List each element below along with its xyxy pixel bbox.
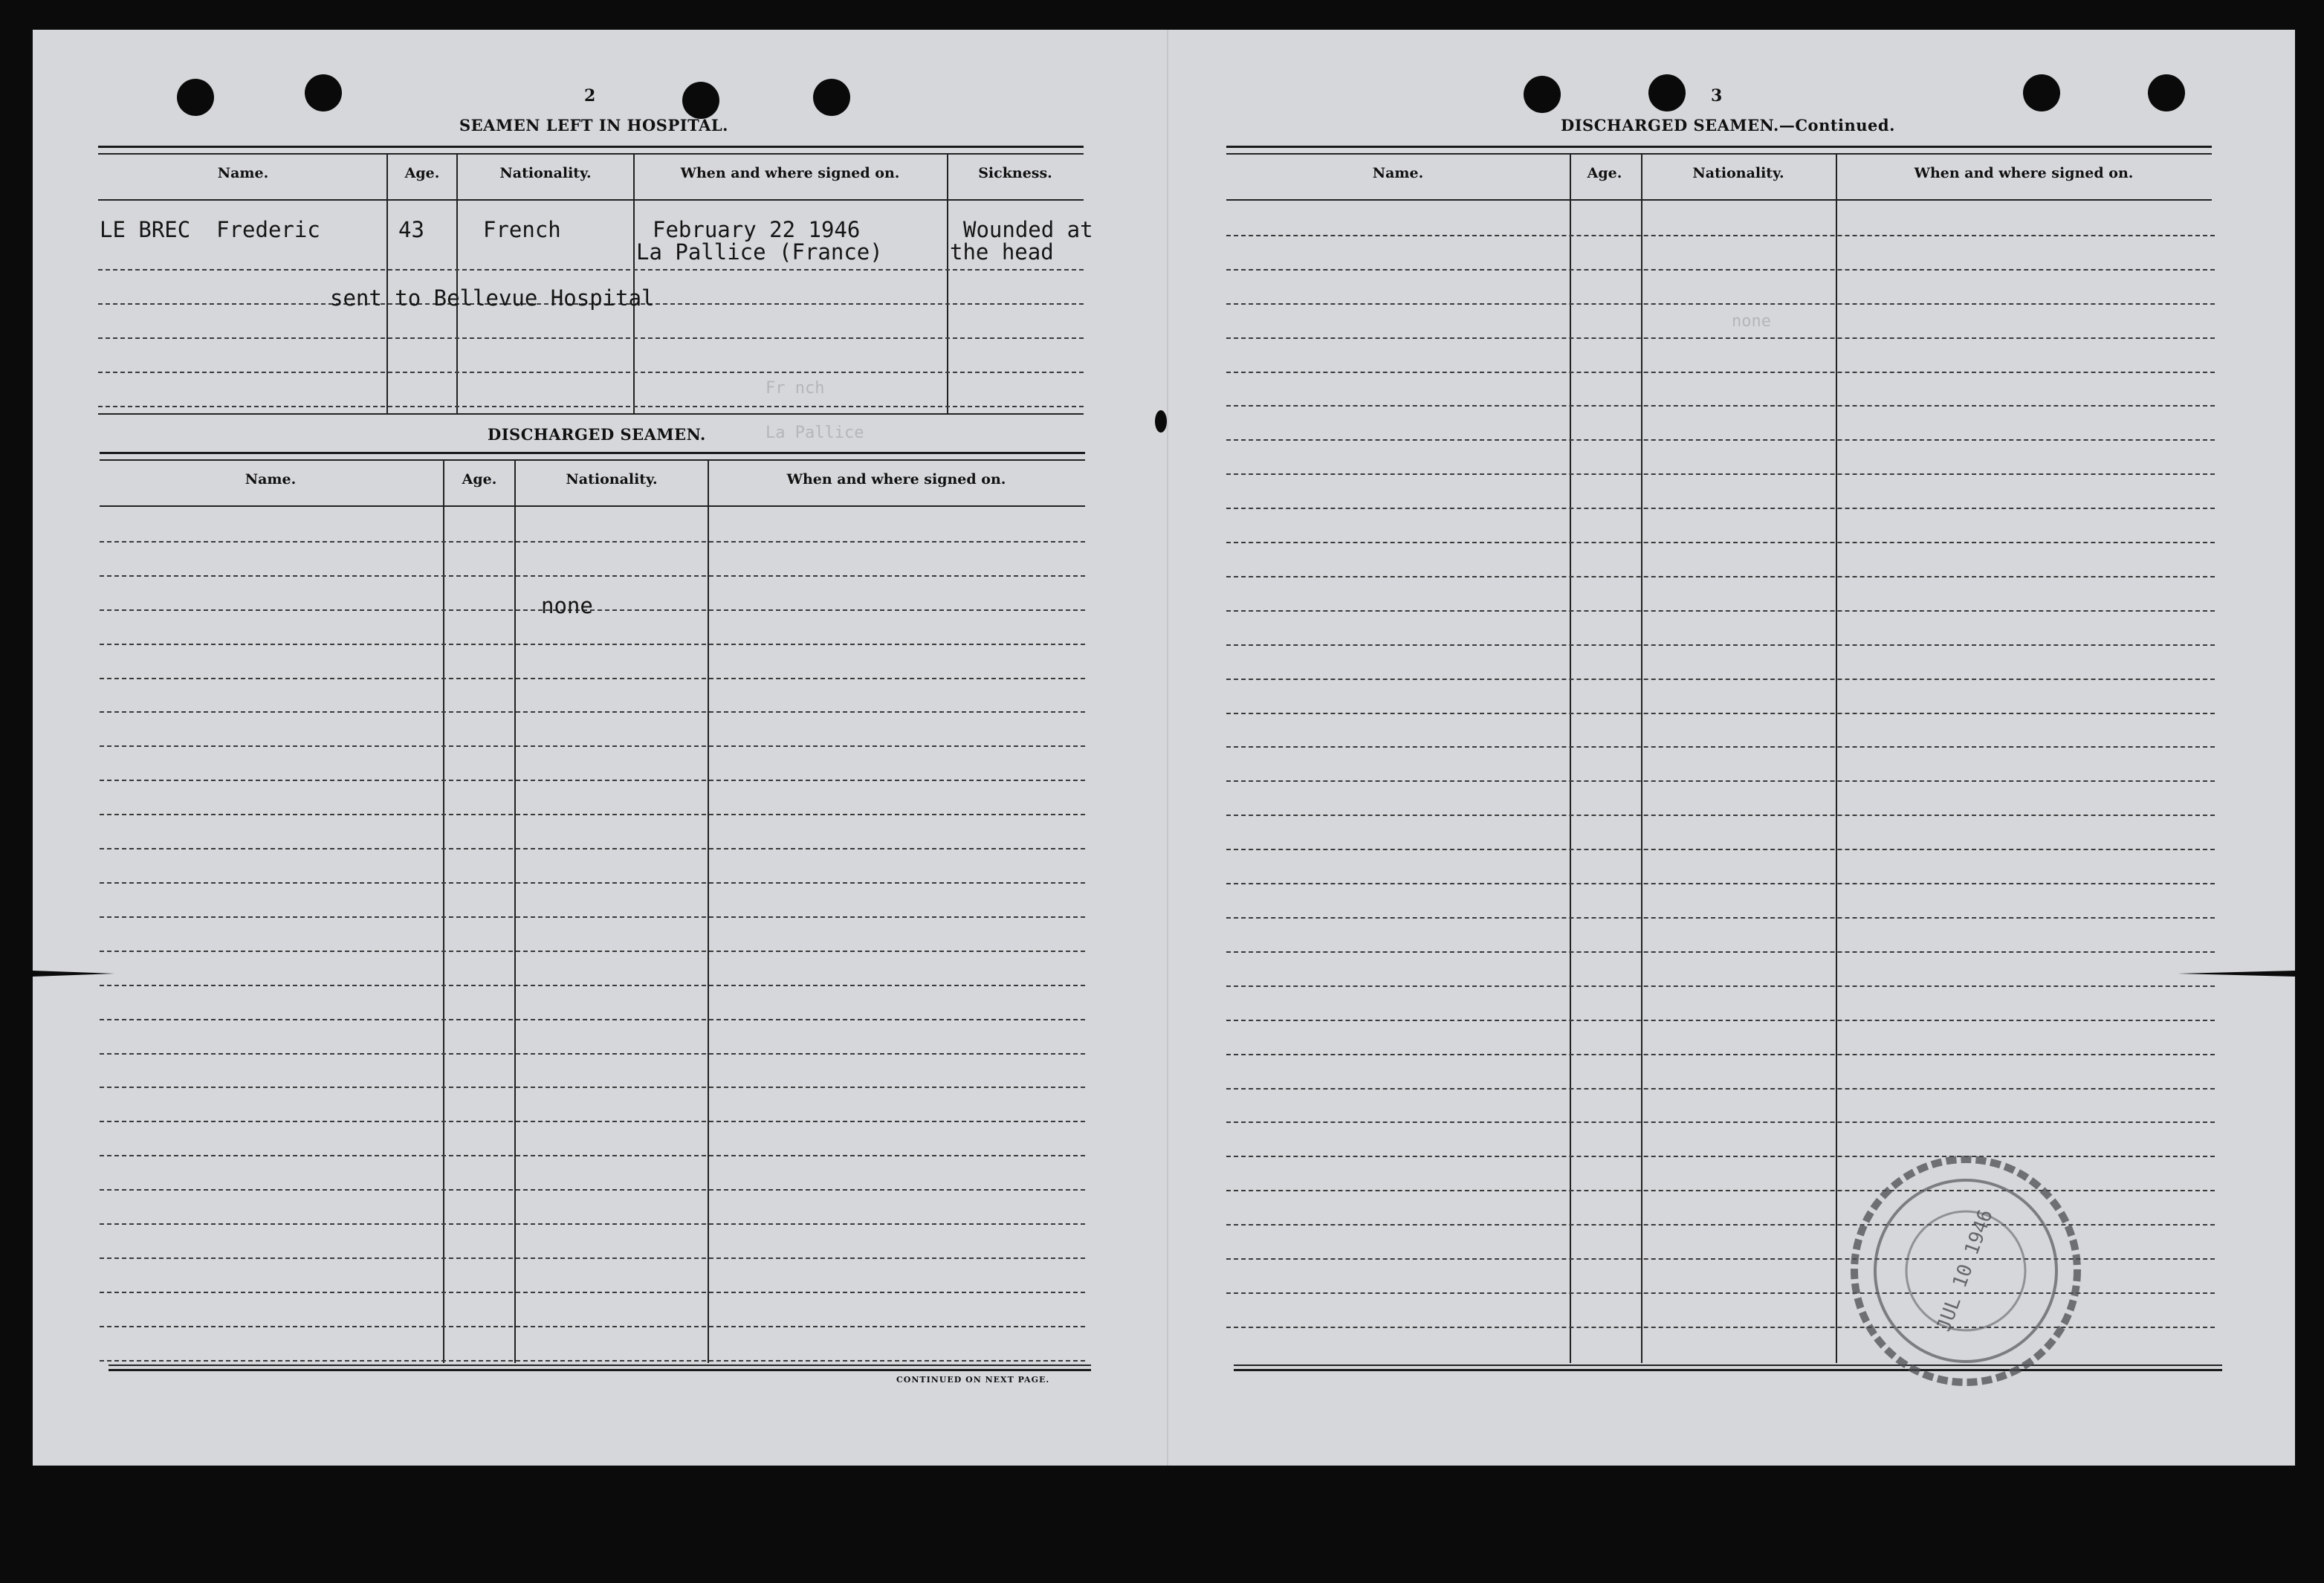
hospital-entry-signed-on-place: La Pallice (France)	[636, 239, 883, 265]
column-divider	[386, 153, 388, 413]
row-line	[1226, 235, 2215, 236]
hospital-entry-age: 43	[398, 217, 424, 242]
hospital-entry-sickness: Wounded at	[963, 217, 1093, 242]
hospital-section-title: SEAMEN LEFT IN HOSPITAL.	[459, 116, 728, 135]
row-line	[100, 711, 1085, 713]
rule	[98, 153, 1084, 155]
punch-hole	[2023, 74, 2060, 111]
col-header-nationality: Nationality.	[1692, 165, 1784, 181]
row-line	[100, 814, 1085, 815]
row-line	[1226, 473, 2215, 475]
row-line	[100, 1292, 1085, 1293]
punch-hole	[2148, 74, 2185, 111]
rule	[100, 459, 1085, 461]
col-header-age: Age.	[404, 165, 440, 181]
row-line	[100, 882, 1085, 884]
page-fold	[1167, 30, 1168, 1466]
row-line	[1226, 372, 2215, 373]
hospital-note: sent to Bellevue Hospital	[330, 285, 655, 311]
col-header-name: Name.	[217, 165, 269, 181]
row-line	[1226, 713, 2215, 714]
row-line	[1226, 508, 2215, 509]
row-line	[1226, 849, 2215, 850]
row-line	[100, 1087, 1085, 1088]
rule	[98, 413, 1084, 415]
column-divider	[1836, 153, 1837, 1363]
row-line	[1226, 883, 2215, 884]
show-through-text: La Pallice	[766, 424, 864, 442]
hospital-entry-signed-on-date: February 22 1946	[653, 217, 861, 242]
row-line	[100, 644, 1085, 645]
row-line	[98, 372, 1084, 373]
rule	[1226, 153, 2212, 155]
row-line	[100, 1053, 1085, 1055]
show-through-text: Fr nch	[766, 379, 825, 398]
column-divider	[514, 459, 516, 1363]
row-line	[100, 916, 1085, 918]
punch-hole	[1155, 410, 1167, 433]
discharged-none: none	[541, 593, 593, 618]
punch-hole	[682, 82, 719, 119]
column-divider	[633, 153, 635, 413]
hospital-entry-nationality: French	[483, 217, 561, 242]
col-header-signed-on: When and where signed on.	[786, 471, 1006, 488]
punch-hole	[177, 79, 214, 116]
row-line	[100, 1155, 1085, 1156]
column-divider	[1570, 153, 1571, 1363]
row-line	[1226, 1054, 2215, 1055]
rule	[100, 505, 1085, 507]
column-divider	[443, 459, 444, 1363]
row-line	[100, 1326, 1085, 1327]
row-line	[98, 337, 1084, 339]
rule	[109, 1369, 1091, 1371]
row-line	[1226, 815, 2215, 816]
rule	[1226, 146, 2212, 148]
col-header-nationality: Nationality.	[566, 471, 658, 488]
row-line	[1226, 1088, 2215, 1090]
row-line	[100, 1121, 1085, 1122]
rule	[98, 146, 1084, 148]
rule	[1226, 199, 2212, 201]
row-line	[100, 1223, 1085, 1225]
row-line	[1226, 337, 2215, 339]
row-line	[1226, 303, 2215, 305]
column-divider	[1641, 153, 1642, 1363]
row-line	[100, 678, 1085, 679]
col-header-sickness: Sickness.	[978, 165, 1052, 181]
page-number-left: 2	[584, 86, 596, 106]
row-line	[100, 985, 1085, 986]
rule	[98, 199, 1084, 201]
row-line	[100, 541, 1085, 543]
punch-hole	[1524, 76, 1561, 113]
row-line	[1226, 269, 2215, 271]
hospital-entry-name: LE BREC Frederic	[100, 217, 320, 242]
punch-hole	[1648, 74, 1686, 111]
column-divider	[456, 153, 458, 413]
punch-hole	[305, 74, 342, 111]
row-line	[100, 848, 1085, 849]
show-through-text: none	[1732, 312, 1771, 331]
discharged-section-title: DISCHARGED SEAMEN.	[488, 425, 706, 444]
hospital-entry-sickness-cont: the head	[950, 239, 1054, 265]
col-header-signed-on: When and where signed on.	[680, 165, 900, 181]
column-divider	[708, 459, 709, 1363]
row-line	[98, 269, 1084, 271]
page-number-right: 3	[1711, 86, 1723, 106]
row-line	[1226, 917, 2215, 919]
col-header-signed-on: When and where signed on.	[1914, 165, 2134, 181]
row-line	[1226, 405, 2215, 407]
row-line	[1226, 576, 2215, 577]
date-stamp	[1843, 1148, 2088, 1393]
column-divider	[947, 153, 948, 413]
row-line	[100, 1019, 1085, 1020]
col-header-age: Age.	[1587, 165, 1622, 181]
col-header-age: Age.	[462, 471, 497, 488]
row-line	[100, 951, 1085, 952]
row-line	[1226, 439, 2215, 441]
row-line	[98, 406, 1084, 407]
punch-hole	[813, 79, 850, 116]
continued-footer: CONTINUED ON NEXT PAGE.	[896, 1375, 1050, 1385]
stamp-date: JUL 10 1946	[1932, 1206, 1998, 1335]
row-line	[100, 745, 1085, 747]
col-header-name: Name.	[245, 471, 297, 488]
row-line	[1226, 1121, 2215, 1123]
rule	[109, 1365, 1091, 1366]
row-line	[100, 1257, 1085, 1259]
row-line	[1226, 780, 2215, 782]
col-header-nationality: Nationality.	[499, 165, 592, 181]
discharged-continued-title: DISCHARGED SEAMEN.—Continued.	[1561, 116, 1895, 135]
row-line	[1226, 985, 2215, 987]
row-line	[1226, 542, 2215, 543]
row-line	[100, 1360, 1085, 1362]
row-line	[1226, 951, 2215, 953]
rule	[100, 452, 1085, 454]
row-line	[100, 1189, 1085, 1191]
row-line	[1226, 679, 2215, 680]
row-line	[100, 575, 1085, 577]
row-line	[1226, 644, 2215, 646]
row-line	[1226, 746, 2215, 748]
row-line	[1226, 610, 2215, 612]
col-header-name: Name.	[1372, 165, 1424, 181]
row-line	[100, 780, 1085, 781]
row-line	[1226, 1020, 2215, 1021]
